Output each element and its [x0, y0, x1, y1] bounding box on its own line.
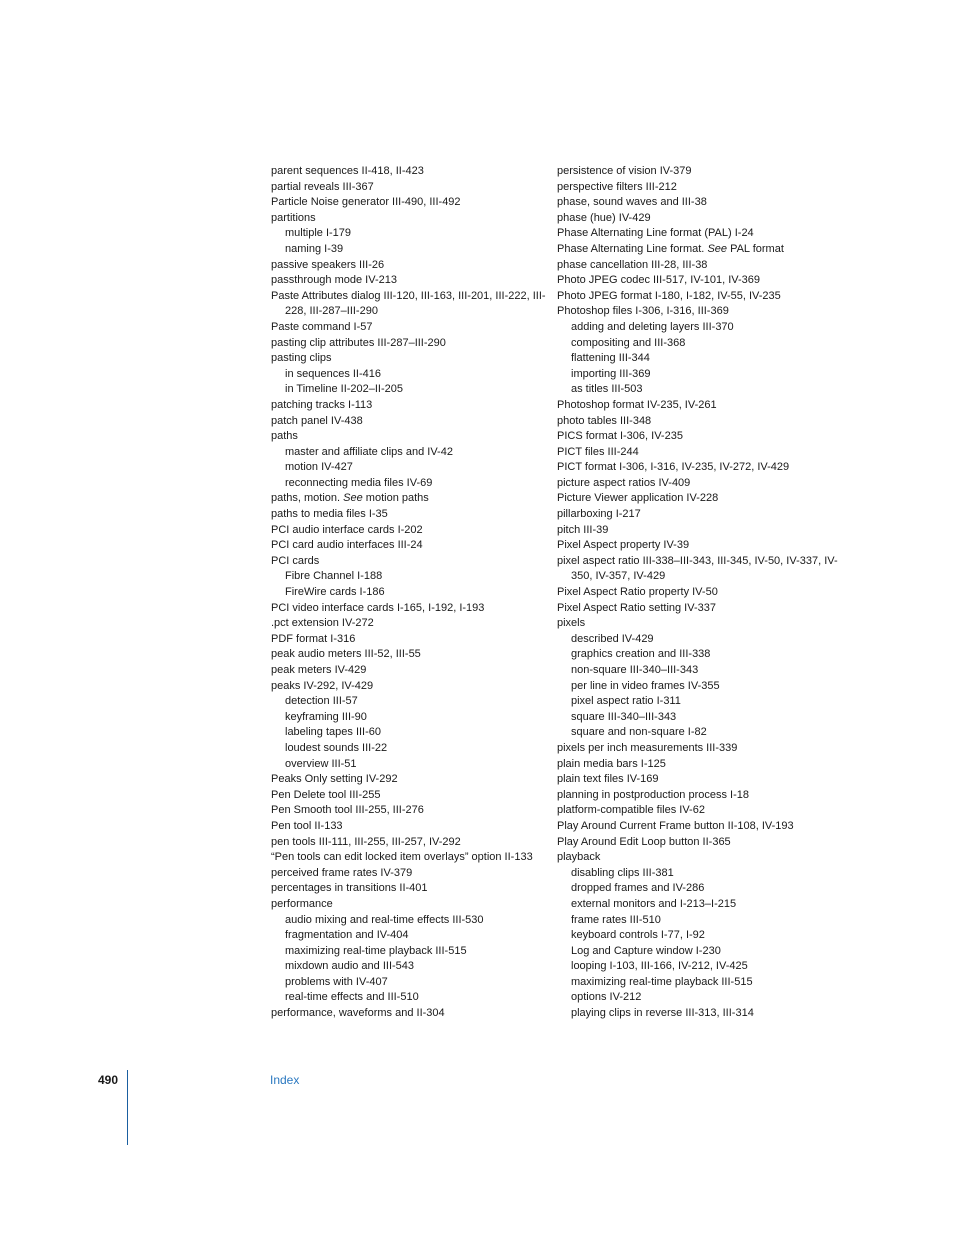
index-entry: percentages in transitions II-401: [271, 882, 428, 895]
index-entry: pasting clip attributes III-287–III-290: [271, 336, 446, 349]
index-subentry: mixdown audio and III-543: [285, 960, 415, 973]
index-entry: pixels: [557, 617, 586, 630]
index-entry: Particle Noise generator III-490, III-492: [271, 196, 461, 209]
index-subentry: pixel aspect ratio I-311: [571, 695, 681, 708]
index-entry: PDF format I-316: [271, 632, 356, 645]
index-subentry: real-time effects and III-510: [285, 991, 419, 1004]
index-entry: peak meters IV-429: [271, 664, 367, 676]
index-entry: passive speakers III-26: [271, 258, 385, 271]
index-entry: pillarboxing I-217: [557, 508, 641, 521]
index-subentry: detection III-57: [285, 695, 358, 708]
index-entry: Pen tool II-133: [271, 819, 343, 832]
index-subentry: flattening III-344: [571, 352, 650, 365]
index-entry: passthrough mode IV-213: [271, 274, 397, 287]
index-entry: patching tracks I-113: [271, 398, 373, 411]
index-entry: paths, motion. See motion paths: [271, 492, 429, 505]
index-entry: perceived frame rates IV-379: [271, 866, 413, 879]
index-subentry: graphics creation and III-338: [571, 648, 711, 661]
index-subentry: labeling tapes III-60: [285, 726, 382, 739]
index-entry: Photoshop files I-306, I-316, III-369: [557, 305, 729, 318]
index-subentry: external monitors and I-213–I-215: [571, 897, 737, 910]
index-entry: Picture Viewer application IV-228: [557, 492, 719, 505]
index-entry: PICS format I-306, IV-235: [557, 430, 683, 443]
index-entry: pixel aspect ratio III-338–III-343, III-345, IV-50, IV-337, IV-350, IV-357, IV-429: [557, 554, 838, 583]
index-entry: peak audio meters III-52, III-55: [271, 648, 421, 661]
index-entry: Photoshop format IV-235, IV-261: [557, 398, 717, 411]
index-subentry: multiple I-179: [285, 227, 352, 240]
index-subentry: adding and deleting layers III-370: [571, 320, 734, 333]
index-entry: plain text files IV-169: [557, 773, 659, 786]
index-subentry: playing clips in reverse III-313, III-314: [571, 1007, 754, 1020]
index-entry: Photo JPEG codec III-517, IV-101, IV-369: [557, 274, 761, 287]
index-entry: peaks IV-292, IV-429: [271, 679, 374, 692]
index-entry: persistence of vision IV-379: [557, 165, 692, 177]
index-subentry: keyframing III-90: [285, 710, 367, 723]
index-entry: PCI video interface cards I-165, I-192, I-193: [271, 601, 485, 614]
index-entry: Paste command I-57: [271, 320, 373, 333]
index-entry: Pixel Aspect Ratio setting IV-337: [557, 601, 716, 614]
index-entry: Pen Smooth tool III-255, III-276: [271, 804, 424, 817]
index-subentry: problems with IV-407: [285, 975, 388, 988]
index-subentry: looping I-103, III-166, IV-212, IV-425: [571, 960, 748, 973]
index-entry: partial reveals III-367: [271, 180, 374, 193]
index-subentry: naming I-39: [285, 242, 344, 255]
index-entry: paths: [271, 430, 298, 443]
index-subentry: Log and Capture window I-230: [571, 944, 721, 957]
index-subentry: per line in video frames IV-355: [571, 679, 720, 692]
index-entry: Peaks Only setting IV-292: [271, 773, 398, 786]
index-entry: Phase Alternating Line format. See PAL format: [557, 242, 784, 255]
index-subentry: square III-340–III-343: [571, 710, 677, 723]
section-label: Index: [270, 1073, 300, 1087]
index-subentry: keyboard controls I-77, I-92: [571, 929, 705, 942]
index-subentry: as titles III-503: [571, 383, 643, 396]
index-entry: PICT format I-306, I-316, IV-235, IV-272, IV-429: [557, 461, 790, 474]
index-entry: performance: [271, 897, 333, 910]
index-subentry: maximizing real-time playback III-515: [571, 975, 753, 988]
page-number: 490: [98, 1073, 119, 1087]
index-entry: PICT files III-244: [557, 445, 639, 458]
index-entry: Play Around Edit Loop button II-365: [557, 835, 731, 848]
index-entry: Pixel Aspect property IV-39: [557, 539, 690, 552]
index-entry: phase, sound waves and III-38: [557, 196, 707, 209]
index-entry: phase cancellation III-28, III-38: [557, 258, 708, 271]
index-subentry: fragmentation and IV-404: [285, 929, 409, 942]
footer-divider: [127, 1070, 128, 1145]
index-entry: patch panel IV-438: [271, 414, 363, 427]
index-entry: Pixel Aspect Ratio property IV-50: [557, 586, 718, 599]
index-subentry: in sequences II-416: [285, 367, 382, 380]
index-entry: partitions: [271, 211, 316, 224]
index-subentry: non-square III-340–III-343: [571, 664, 699, 676]
index-entry: Play Around Current Frame button II-108, IV-193: [557, 819, 794, 832]
index-subentry: options IV-212: [571, 991, 642, 1004]
index-entry: platform-compatible files IV-62: [557, 804, 705, 817]
index-subentry: master and affiliate clips and IV-42: [285, 445, 453, 458]
index-entry: perspective filters III-212: [557, 180, 677, 193]
index-entry: picture aspect ratios IV-409: [557, 476, 691, 489]
index-entry: paths to media files I-35: [271, 508, 388, 521]
index-entry: playback: [557, 851, 601, 864]
index-subentry: in Timeline II-202–II-205: [285, 383, 404, 396]
index-subentry: disabling clips III-381: [571, 866, 674, 879]
index-subentry: reconnecting media files IV-69: [285, 476, 433, 489]
index-entry: phase (hue) IV-429: [557, 211, 651, 224]
index-entry: Pen Delete tool III-255: [271, 788, 381, 801]
index-entry: Phase Alternating Line format (PAL) I-24: [557, 227, 754, 240]
index-entry: pitch III-39: [557, 523, 609, 536]
index-entry: PCI card audio interfaces III-24: [271, 539, 423, 552]
index-entry: .pct extension IV-272: [271, 617, 374, 630]
index-entry: “Pen tools can edit locked item overlays” option II-133: [271, 851, 533, 864]
index-entry: Photo JPEG format I-180, I-182, IV-55, IV-235: [557, 289, 781, 302]
index-subentry: importing III-369: [571, 367, 651, 380]
index-column-left: [271, 164, 561, 1022]
index-subentry: described IV-429: [571, 632, 654, 645]
index-entry: pen tools III-111, III-255, III-257, IV-292: [271, 835, 461, 848]
index-column-right: [557, 164, 847, 1022]
index-entry: photo tables III-348: [557, 414, 652, 427]
index-entry: PCI cards: [271, 554, 320, 567]
index-subentry: maximizing real-time playback III-515: [285, 944, 467, 957]
index-subentry: Fibre Channel I-188: [285, 570, 383, 583]
index-entry: pasting clips: [271, 352, 332, 365]
index-subentry: compositing and III-368: [571, 336, 686, 349]
index-subentry: audio mixing and real-time effects III-530: [285, 913, 484, 926]
index-subentry: square and non-square I-82: [571, 726, 707, 739]
index-subentry: loudest sounds III-22: [285, 741, 388, 754]
index-entry: plain media bars I-125: [557, 757, 666, 770]
index-subentry: FireWire cards I-186: [285, 586, 385, 599]
index-subentry: dropped frames and IV-286: [571, 882, 705, 895]
index-entry: PCI audio interface cards I-202: [271, 523, 423, 536]
index-entry: parent sequences II-418, II-423: [271, 165, 424, 177]
index-entry: performance, waveforms and II-304: [271, 1007, 445, 1020]
index-subentry: motion IV-427: [285, 461, 353, 474]
index-entry: Paste Attributes dialog III-120, III-163, III-201, III-222, III-228, III-287–III-290: [271, 289, 546, 318]
index-entry: planning in postproduction process I-18: [557, 788, 750, 801]
index-subentry: overview III-51: [285, 757, 357, 770]
index-subentry: frame rates III-510: [571, 913, 661, 926]
index-entry: pixels per inch measurements III-339: [557, 741, 738, 754]
